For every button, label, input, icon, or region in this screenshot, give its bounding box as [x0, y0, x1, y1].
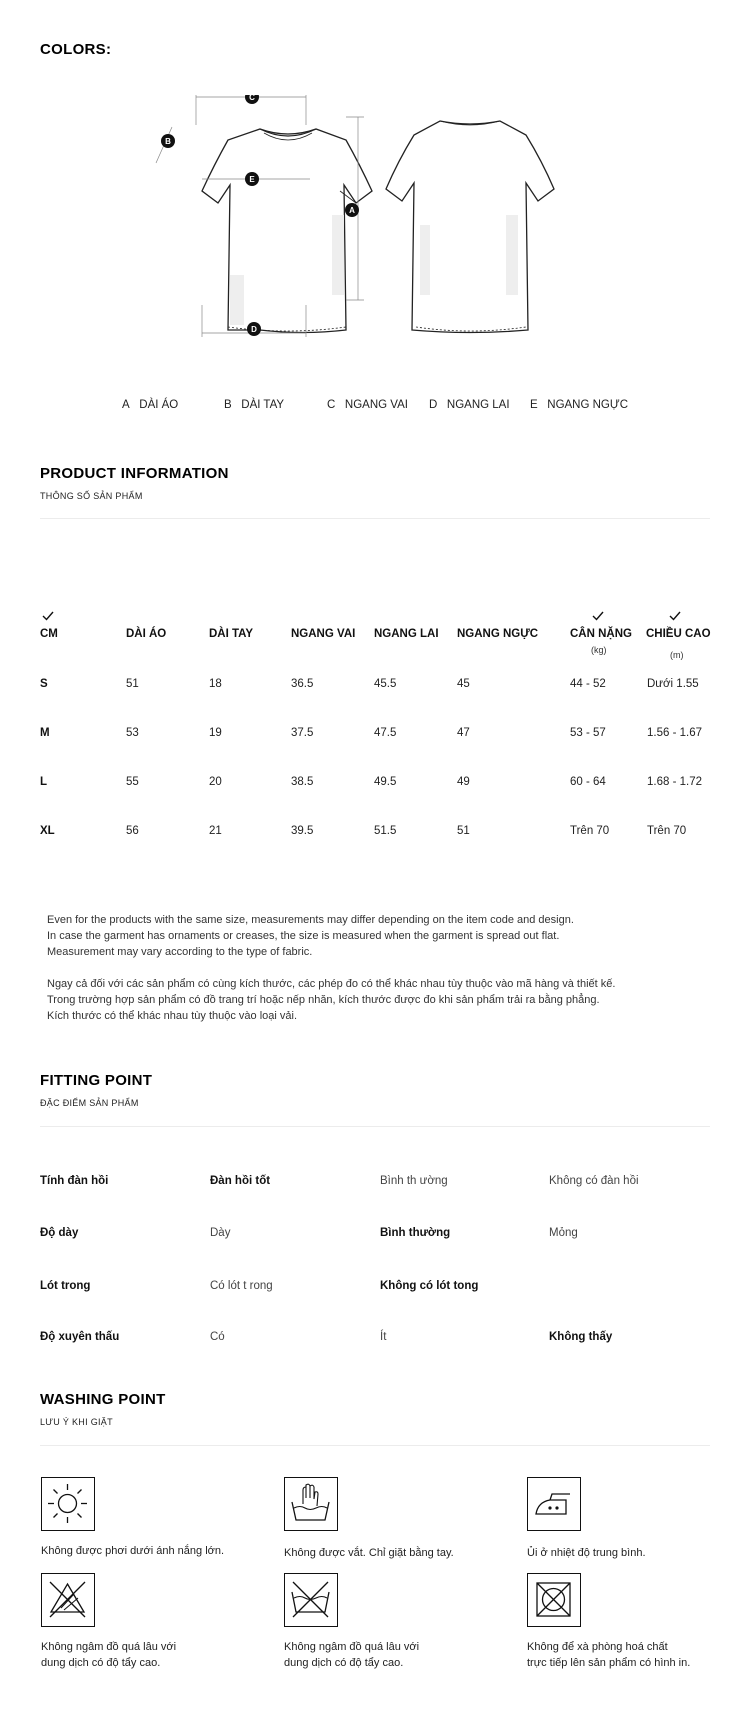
table-cell: 55 — [126, 776, 139, 788]
divider — [40, 518, 710, 519]
table-cell: 51.5 — [374, 825, 397, 837]
divider — [40, 1126, 710, 1127]
colors-title: COLORS: — [40, 41, 112, 58]
legend-item-e: E NGANG NGỰC — [530, 399, 629, 411]
marker-d: D — [251, 325, 257, 334]
table-cell: 1.56 - 1.67 — [647, 727, 702, 739]
size-label: L — [40, 776, 48, 788]
unit-height: (m) — [670, 650, 684, 660]
no-bleach-icon — [41, 1573, 95, 1627]
unit-weight: (kg) — [591, 645, 607, 655]
table-cell: 18 — [209, 678, 222, 690]
fitting-option-selected: Bình thường — [380, 1227, 451, 1239]
table-cell: Trên 70 — [647, 825, 687, 837]
marker-e: E — [249, 175, 255, 184]
legend-item-c: C NGANG VAI — [327, 399, 408, 411]
check-icon — [42, 610, 54, 622]
legend-item-a: A DÀI ÁO — [122, 399, 179, 411]
notes-en — [47, 912, 574, 960]
table-cell: 49 — [457, 776, 470, 788]
tshirt-measurement-diagram — [150, 95, 600, 375]
col-header-length: DÀI ÁO — [126, 628, 167, 640]
check-icon — [592, 610, 604, 622]
col-header-height: CHIỀU CAO — [646, 628, 711, 640]
col-header-chest: NGANG NGỰC — [457, 628, 539, 640]
table-cell: 53 - 57 — [570, 727, 606, 739]
fitting-option: Mỏng — [549, 1227, 578, 1239]
no-soak-icon — [284, 1573, 338, 1627]
washing-point-title: WASHING POINT — [40, 1391, 166, 1408]
table-cell: 51 — [457, 825, 470, 837]
hand-wash-icon — [284, 1477, 338, 1531]
washing-note-no-tumble-dry: Không để xà phòng hoá chất trực tiếp lên sản phẩm có hình in. — [527, 1641, 691, 1669]
table-cell: 36.5 — [291, 678, 314, 690]
table-cell: Dưới 1.55 — [647, 678, 699, 690]
table-cell: 45 — [457, 678, 470, 690]
fitting-option: Không có đàn hồi — [549, 1175, 639, 1187]
washing-note-hand-wash: Không được vắt. Chỉ giặt bằng tay. — [284, 1547, 454, 1559]
table-cell: 21 — [209, 825, 222, 837]
fitting-option: Ít — [380, 1331, 387, 1343]
fitting-point-title: FITTING POINT — [40, 1072, 153, 1089]
table-cell: 37.5 — [291, 727, 314, 739]
col-header-shoulder: NGANG VAI — [291, 628, 356, 640]
iron-medium-icon — [527, 1477, 581, 1531]
washing-note-no-soak: Không ngâm đồ quá lâu với dung dịch có độ tẩy cao. — [284, 1641, 420, 1669]
fitting-option-selected: Không có lót tong — [380, 1280, 479, 1292]
legend-item-b: B DÀI TAY — [224, 399, 285, 411]
marker-b: B — [165, 137, 171, 146]
note-line: Measurement may vary according to the type of fabric. — [47, 946, 313, 958]
fitting-option: Dày — [210, 1227, 231, 1239]
fitting-option: Bình th ường — [380, 1175, 448, 1187]
table-cell: 19 — [209, 727, 222, 739]
fitting-label: Độ dày — [40, 1227, 79, 1239]
col-header-hem: NGANG LAI — [374, 628, 439, 640]
divider — [40, 1445, 710, 1446]
fitting-point-subtitle: ĐẶC ĐIỂM SẢN PHẨM — [40, 1098, 139, 1108]
product-info-title: PRODUCT INFORMATION — [40, 465, 229, 482]
table-cell: 60 - 64 — [570, 776, 606, 788]
table-cell: 45.5 — [374, 678, 397, 690]
table-cell: 44 - 52 — [570, 678, 606, 690]
note-line: Trong trường hợp sản phẩm có đồ trang trí hoặc nếp nhăn, kích thước được đo khi sản phẩm trải ra bằng phẳng. — [47, 994, 600, 1006]
size-label: M — [40, 727, 50, 739]
marker-a: A — [349, 206, 355, 215]
table-cell: 38.5 — [291, 776, 314, 788]
table-cell: 39.5 — [291, 825, 314, 837]
front-shirt — [202, 129, 372, 333]
legend-item-d: D NGANG LAI — [429, 399, 510, 411]
note-line: Kích thước có thể khác nhau tùy thuộc vào loại vải. — [47, 1010, 297, 1022]
fitting-label: Lót trong — [40, 1280, 91, 1292]
table-cell: 56 — [126, 825, 139, 837]
col-header-sleeve: DÀI TAY — [209, 628, 254, 640]
washing-note-sun: Không được phơi dưới ánh nắng lớn. — [41, 1545, 225, 1557]
table-cell: Trên 70 — [570, 825, 610, 837]
table-cell: 53 — [126, 727, 139, 739]
fitting-option: Có lót t rong — [210, 1280, 273, 1292]
fitting-option-selected: Đàn hồi tốt — [210, 1175, 271, 1187]
fitting-label: Độ xuyên thấu — [40, 1331, 120, 1343]
col-header-cm: CM — [40, 628, 58, 640]
notes-vi — [47, 976, 615, 1024]
fitting-option: Có — [210, 1331, 225, 1343]
note-line: Even for the products with the same size, measurements may differ depending on the item code and design. — [47, 914, 574, 926]
table-cell: 1.68 - 1.72 — [647, 776, 702, 788]
size-label: S — [40, 678, 48, 690]
table-cell: 49.5 — [374, 776, 397, 788]
table-cell: 47 — [457, 727, 470, 739]
back-shirt — [386, 121, 554, 333]
table-cell: 51 — [126, 678, 139, 690]
note-line: Ngay cả đối với các sản phẩm có cùng kích thước, các phép đo có thể khác nhau tùy thuộc vào mã hàng và thiết kế. — [47, 978, 616, 990]
sun-icon — [41, 1477, 95, 1531]
marker-c: C — [249, 95, 255, 102]
check-icon — [669, 610, 681, 622]
col-header-weight: CÂN NẶNG — [570, 628, 632, 640]
washing-note-iron: Ủi ở nhiệt độ trung bình. — [527, 1547, 646, 1559]
fitting-option-selected: Không thấy — [549, 1331, 613, 1343]
no-tumble-dry-icon — [527, 1573, 581, 1627]
size-label: XL — [40, 825, 55, 837]
note-line: In case the garment has ornaments or creases, the size is measured when the garment is spread out flat. — [47, 930, 560, 942]
washing-point-subtitle: LƯU Ý KHI GIẶT — [40, 1417, 113, 1427]
washing-note-no-bleach: Không ngâm đồ quá lâu với dung dịch có độ tẩy cao. — [41, 1641, 177, 1669]
product-info-subtitle: THÔNG SỐ SẢN PHẨM — [40, 491, 143, 501]
fitting-label: Tính đàn hồi — [40, 1175, 109, 1187]
table-cell: 47.5 — [374, 727, 397, 739]
table-cell: 20 — [209, 776, 222, 788]
